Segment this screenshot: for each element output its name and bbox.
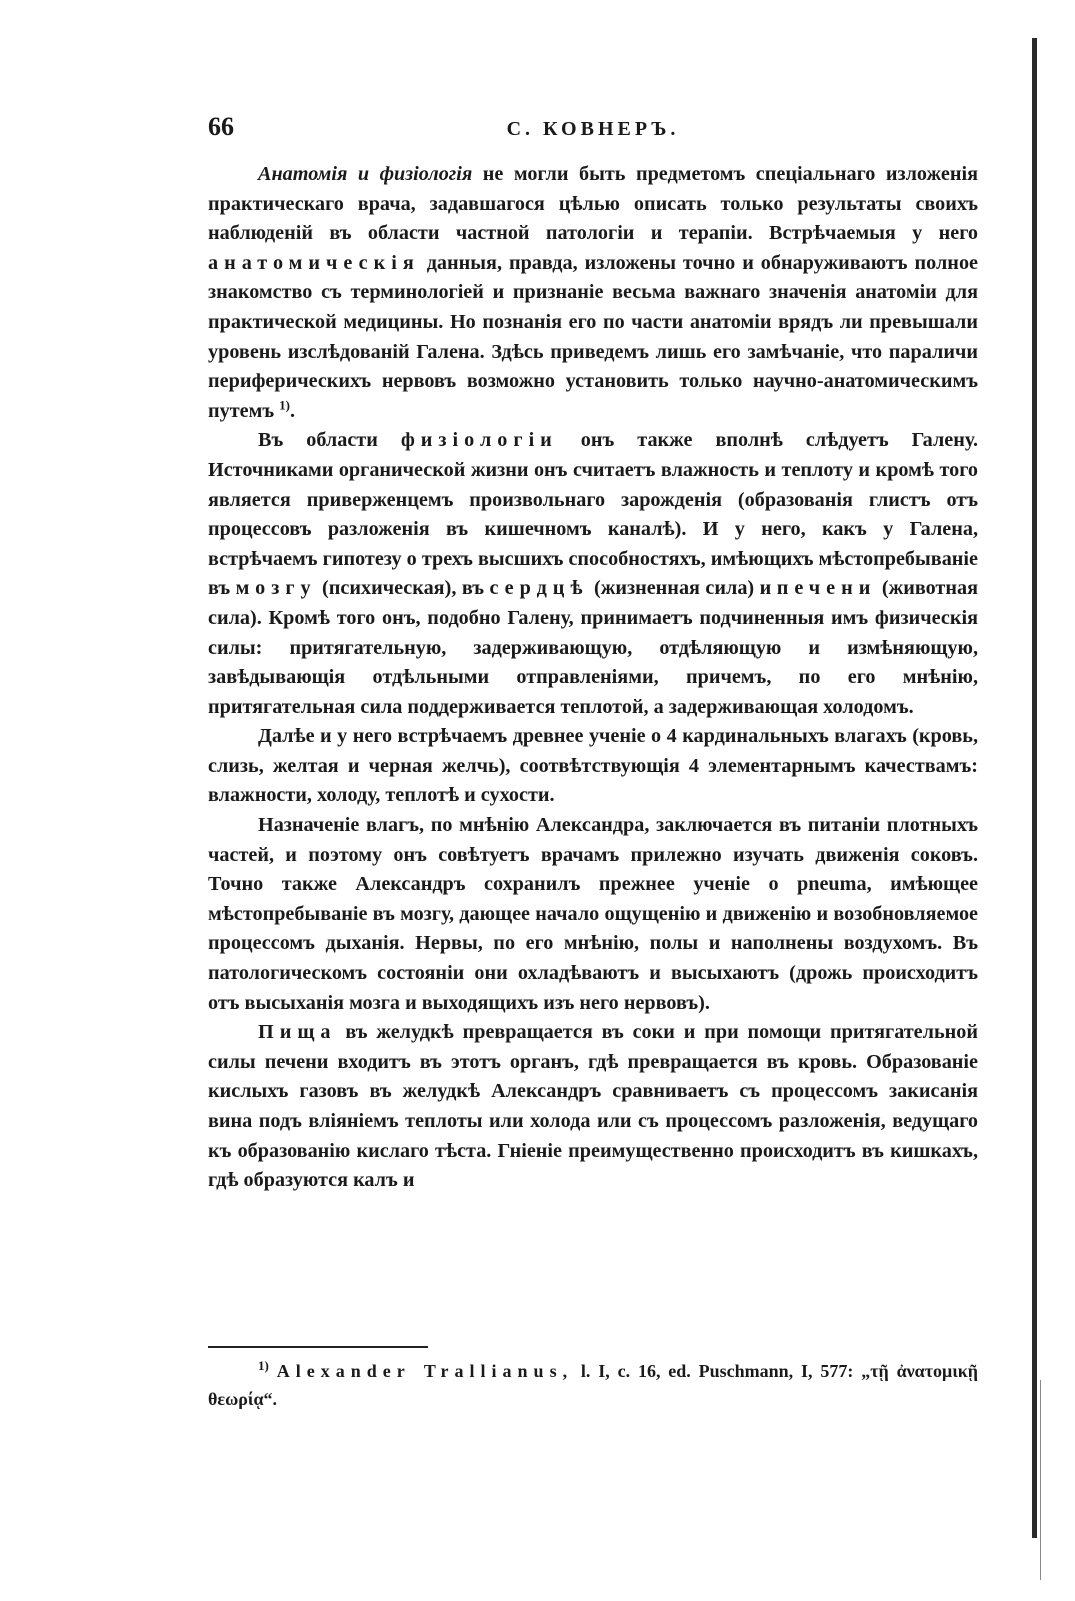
footnote [208, 1357, 978, 1413]
text-span: не могли быть предметомъ спеціальнаго изложенія практическаго врача, задавшагося цѣлью описать только результаты своихъ наблюденій въ области частной патологіи и терапіи. Встрѣчаемыя у него [208, 163, 978, 245]
text-span: данныя, правда, изложены точно и обнаруживаютъ полное знакомство съ терминологіей и признаніе весьма важнаго значенія анатоміи для практической медицины. Но познанія его по части анатоміи врядъ ли превышали уровень изслѣдованій Галена. Здѣсь приведемъ лишь его замѣчаніе, что параличи периферическихъ нервовъ возможно установить только научно-анатомическимъ путемъ [208, 251, 978, 422]
footnote-divider [208, 1346, 428, 1348]
text-span: сердцѣ [489, 577, 589, 600]
page-number: 66 [208, 112, 234, 141]
text-span: мозгу [235, 577, 317, 600]
text-span: Назначеніе влагъ, по мнѣнію Александра, заключается въ питаніи плотныхъ частей, и поэтому онъ совѣтуетъ врачамъ прилежно изучать движенія соковъ. Точно также Александръ сохранилъ прежнее ученіе о pneuma, имѣющее мѣстопребываніе въ мозгу, дающее начало ощущенію и движенію и возобновляемое процессомъ дыханія. Нервы, по его мнѣнію, полы и наполнены воздухомъ. Въ патологическомъ состояніи они охладѣваютъ и высыхаютъ (дрожь происходитъ отъ высыханія мозга и выходящихъ изъ него нервовъ). [208, 814, 978, 1014]
paragraph [208, 1018, 978, 1196]
footnote-author: Alexander Trallianus, [276, 1361, 574, 1381]
running-title: С. КОВНЕРЪ. [506, 118, 680, 140]
paragraph [208, 160, 978, 426]
text-span: онъ также вполнѣ слѣдуетъ Галену. Источниками органической жизни онъ считаетъ влажность и теплоту и кромѣ того является приверженцемъ произвольнаго зарожденія (образованія глистъ отъ процессовъ разложенія въ кишечномъ каналѣ). И у него, какъ у Галена, встрѣчаемъ гипотезу о трехъ высшихъ способностяхъ, имѣющихъ мѣстопребываніе въ [208, 429, 978, 600]
page-header [208, 112, 978, 152]
text-span: анатомическія [208, 251, 420, 274]
text-span: Въ области [258, 429, 401, 452]
text-span: физіологіи [400, 429, 558, 452]
text-span: . [290, 399, 296, 422]
text-span: въ желудкѣ превращается въ соки и при помощи притягательной силы печени входитъ въ этотъ органъ, гдѣ превращается въ кровь. Образованіе кислыхъ газовъ въ желудкѣ Александръ сравниваетъ съ процессомъ закисанія вина подъ вліяніемъ теплоты или холода или съ процессомъ разложенія, ведущаго къ образованію кислаго тѣста. Гніеніе преимущественно происходитъ въ кишкахъ, гдѣ образуются калъ и [208, 1021, 978, 1192]
text-span: Далѣе и у него встрѣчаемъ древнее ученіе о 4 кардинальныхъ влагахъ (кровь, слизь, желтая и черная желчь), соотвѣтствующія 4 элементарнымъ качествамъ: влажности, холоду, теплотѣ и сухости. [208, 725, 978, 807]
text-span: (психическая), въ [316, 577, 490, 600]
text-span: (животная сила). Кромѣ того онъ, подобно Галену, принимаетъ подчиненныя имъ физическія силы: притягательную, задерживающую, отдѣляющую и измѣняющую, завѣдывающія отдѣльными отправленіями, причемъ, по его мнѣнію, притягательная сила поддерживается теплотой, а задерживающая холодомъ. [208, 577, 978, 718]
footnote-marker: 1) [258, 1358, 269, 1373]
paragraph [208, 722, 978, 811]
text-span: Пища [258, 1021, 337, 1044]
body-text [208, 160, 978, 1196]
text-span: печени [776, 577, 877, 600]
paragraph [208, 811, 978, 1018]
paragraph [208, 426, 978, 722]
page-edge-line-thin [1040, 1380, 1041, 1580]
footnote-ref: 1) [279, 397, 291, 413]
text-span: Анатомія и физіологія [258, 163, 473, 185]
text-span: (жизненная сила) и [588, 577, 777, 600]
page-edge-line [1032, 38, 1037, 1538]
footnote-text: l. I, c. 16, ed. Puschmann, I, 577: „τῇ ἀνατομικῇ θεωρίᾳ“. [208, 1361, 978, 1409]
